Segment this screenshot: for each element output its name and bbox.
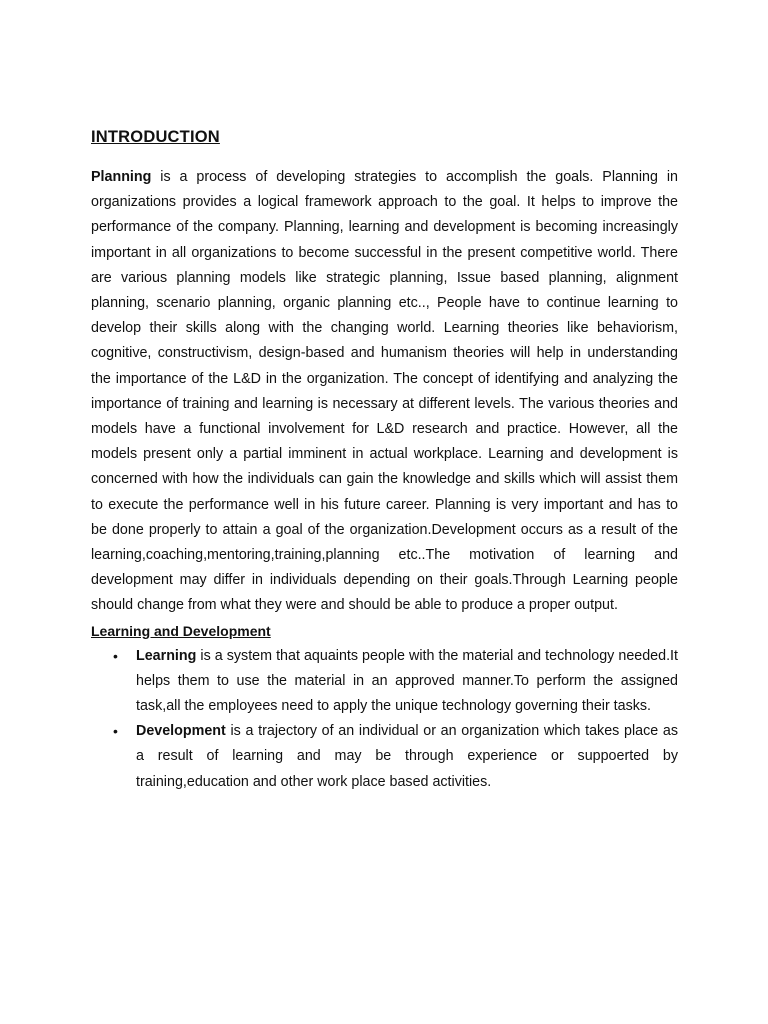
bullet-term: Development — [136, 723, 226, 740]
intro-paragraph — [91, 165, 678, 619]
section-heading: Learning and Development — [91, 622, 271, 639]
bullet-item-development — [91, 719, 678, 795]
bullet-term: Learning — [136, 647, 197, 664]
bullet-item-learning — [91, 644, 678, 720]
bullet-list — [91, 644, 678, 795]
intro-body-text: is a process of developing strategies to accomplish the goals. Planning in organizations provides a logical framework approach to the goal. It helps to improve the performance of the company. Planning, learning and development is becoming increasingly important in all organizations to become successful in the present competitive world. There are various planning models like strategic planning, Issue based planning, alignment planning, scenario planning, organic planning etc.., People have to continue learning to develop their skills along with the changing world. Learning theories like behaviorism, cognitive, constructivism, design-based and humanism theories will help in understanding the importance of the L&D in the organization. The concept of identifying and analyzing the importance of training and learning is necessary at different levels. The various theories and models have a functional involvement for L&D research and practice. However, all the models present only a partial imminent in actual workplace. Learning and development is concerned with how the individuals can gain the knowledge and skills which will assist them to execute the performance well in his future career. Planning is very important and has to be done properly to attain a goal of the organization.Development occurs as a result of the learning,coaching,mentoring,training,planning etc..The motivation of learning and development may differ in individuals depending on their goals.Through Learning people should change from what they were and should be able to produce a proper output. — [91, 169, 678, 614]
page-title: INTRODUCTION — [91, 128, 220, 146]
bullet-text: is a system that aquaints people with the material and technology needed.It helps them to use the material in an approved manner.To perform the assigned task,all the employees need to apply the unique technology governing their tasks. — [136, 647, 678, 715]
bullet-text: is a trajectory of an individual or an organization which takes place as a result of learning and may be through experience or suppoerted by training,education and other work place based activities. — [136, 723, 678, 790]
intro-lead-term: Planning — [91, 169, 152, 185]
bullet-icon: • — [113, 723, 118, 740]
document-body — [91, 126, 678, 795]
bullet-icon: • — [113, 647, 118, 664]
